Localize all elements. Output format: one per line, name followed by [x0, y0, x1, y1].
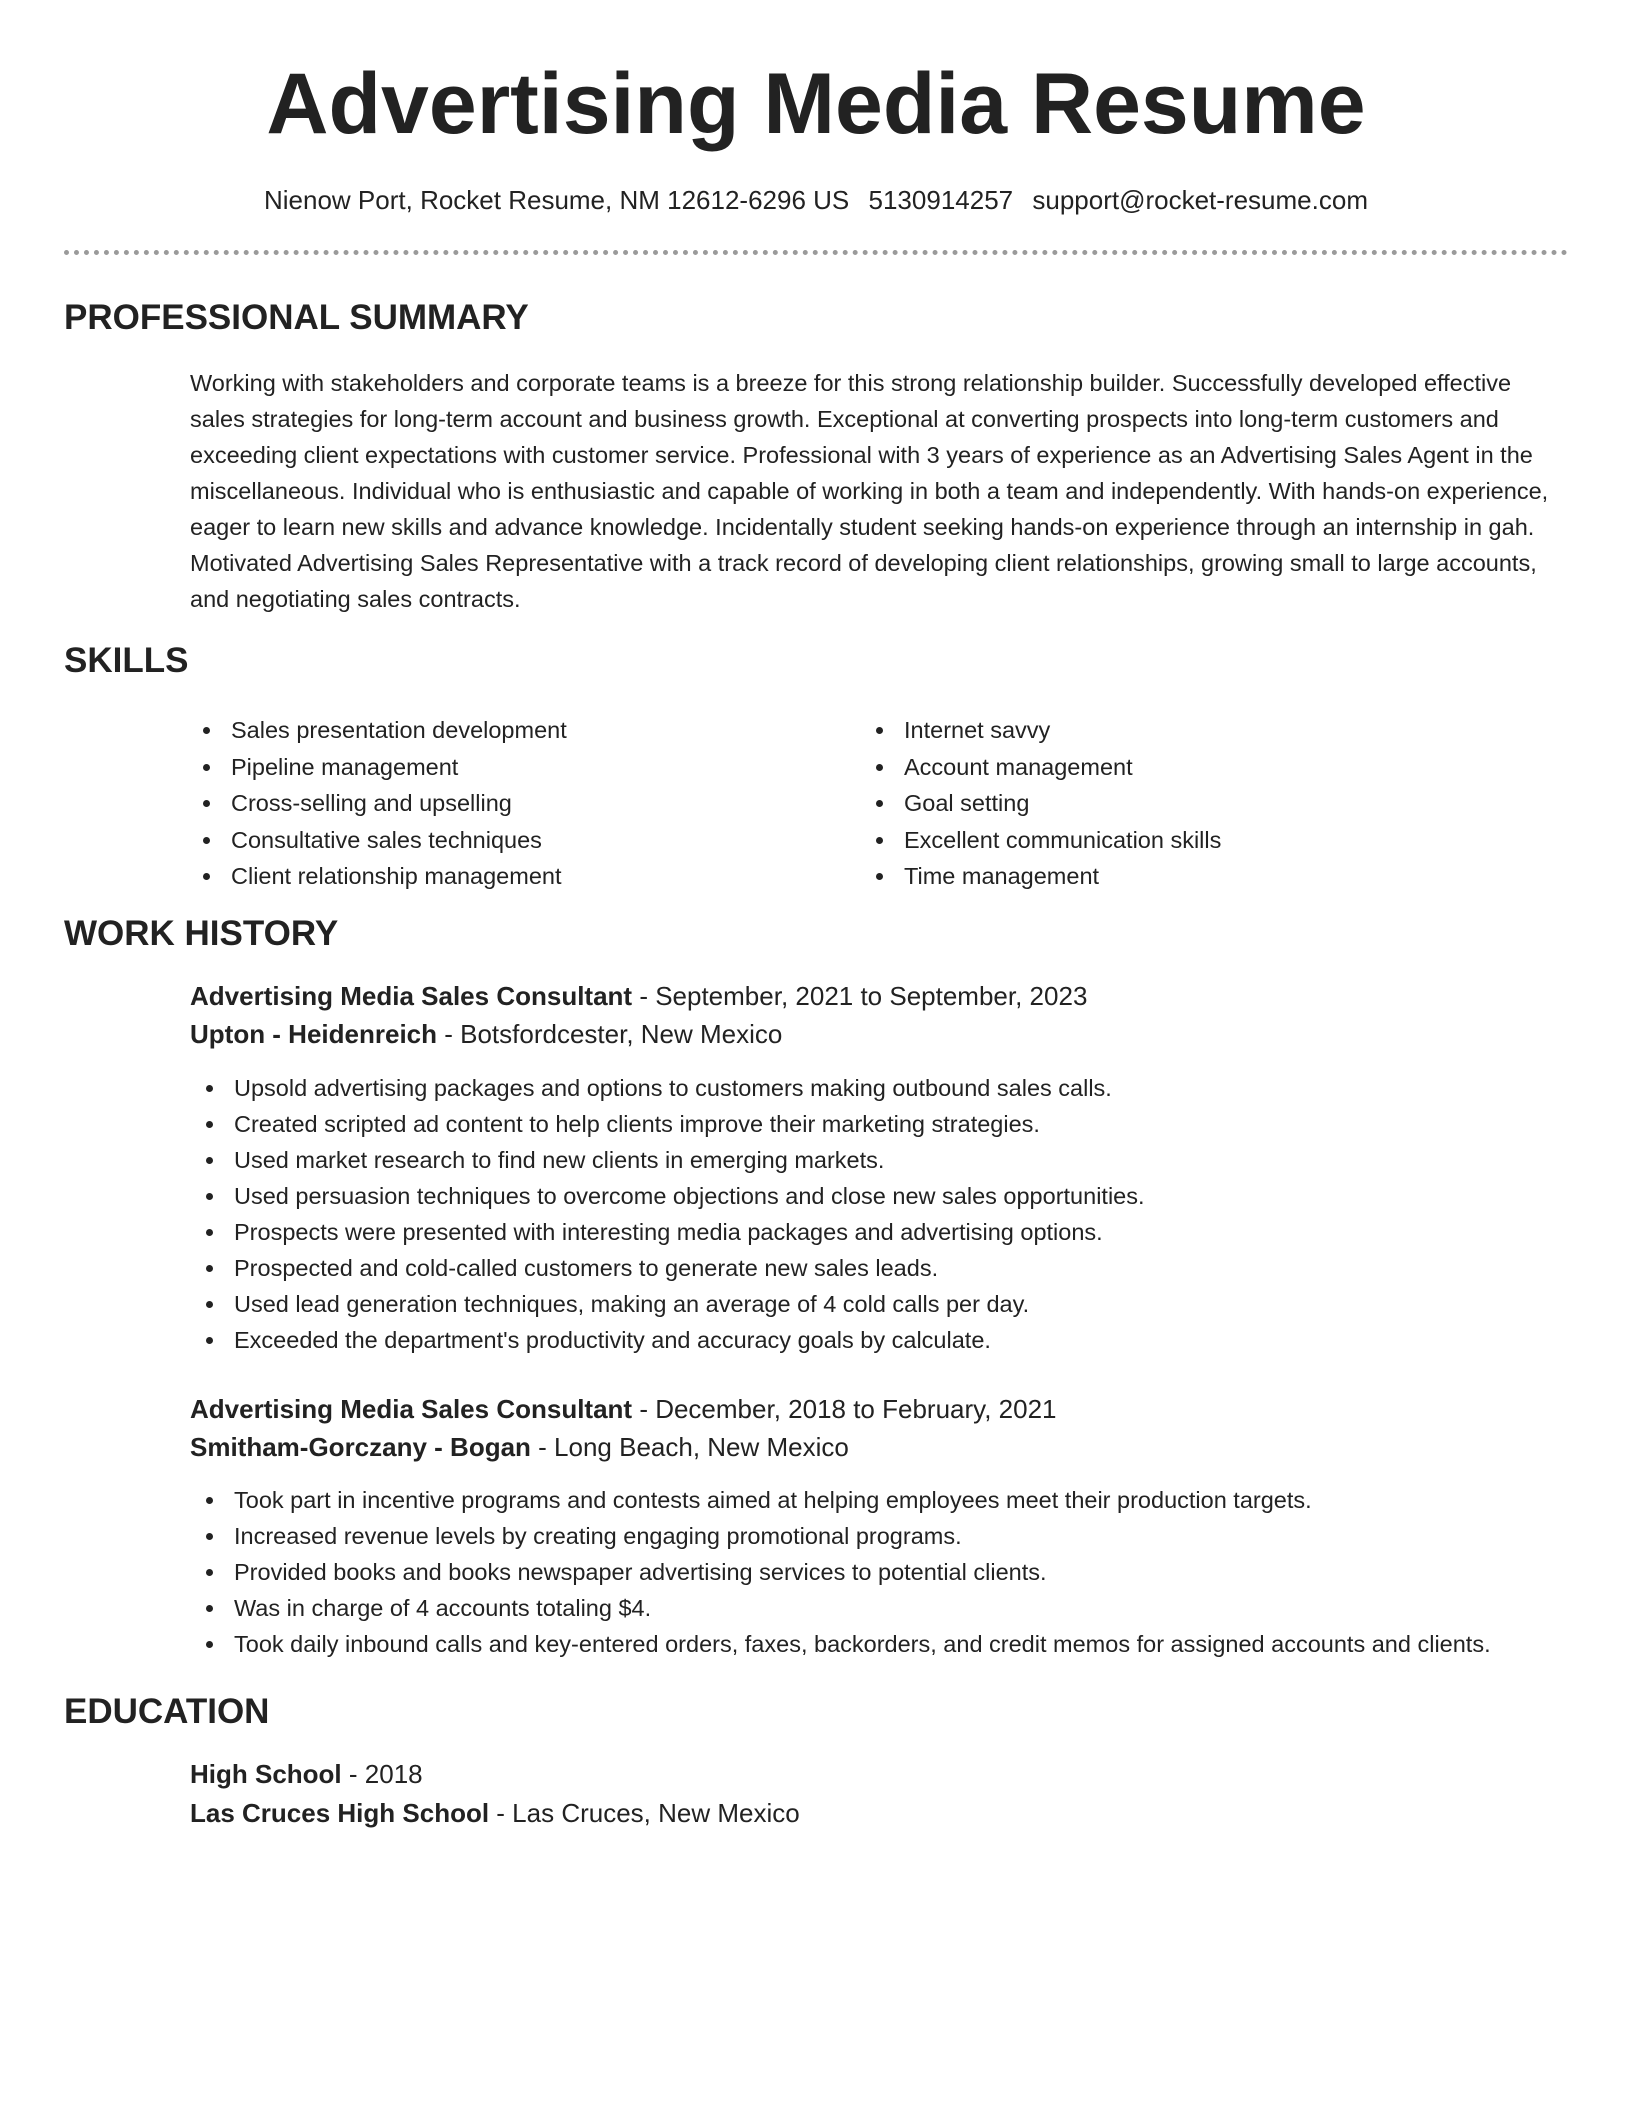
job-dates: - December, 2018 to February, 2021: [632, 1394, 1057, 1424]
job-company: Upton - Heidenreich: [190, 1019, 438, 1049]
contact-phone: 5130914257: [868, 185, 1014, 215]
summary-heading: PROFESSIONAL SUMMARY: [64, 298, 529, 337]
education-year: - 2018: [341, 1759, 423, 1789]
skill-item: Time management: [904, 858, 1221, 895]
job-bullet: Created scripted ad content to help clients improve their marketing strategies.: [234, 1106, 1574, 1142]
job-bullets: [234, 1482, 1574, 1662]
contact-address: Nienow Port, Rocket Resume, NM 12612-6296 US: [264, 185, 850, 215]
job-company: Smitham-Gorczany - Bogan: [190, 1432, 531, 1462]
work-heading: WORK HISTORY: [64, 914, 339, 953]
job-bullet: Prospected and cold-called customers to generate new sales leads.: [234, 1250, 1574, 1286]
skill-item: Client relationship management: [231, 858, 567, 895]
skills-list-right: [860, 712, 1221, 895]
job-bullet: Used lead generation techniques, making an average of 4 cold calls per day.: [234, 1286, 1574, 1322]
education-school-line: [190, 1794, 800, 1832]
resume-title: Advertising Media Resume: [266, 56, 1366, 152]
job-bullet: Used persuasion techniques to overcome objections and close new sales opportunities.: [234, 1178, 1574, 1214]
job-company-line: [190, 1428, 849, 1466]
job-bullet: Was in charge of 4 accounts totaling $4.: [234, 1590, 1574, 1626]
job-location: - Botsfordcester, New Mexico: [437, 1019, 783, 1049]
skill-item: Sales presentation development: [231, 712, 567, 749]
job-location: - Long Beach, New Mexico: [530, 1432, 849, 1462]
job-bullet: Took daily inbound calls and key-entered orders, faxes, backorders, and credit memos for assigned accounts and clients.: [234, 1626, 1574, 1662]
job-bullet: Used market research to find new clients in emerging markets.: [234, 1142, 1574, 1178]
header-divider: [64, 250, 1568, 255]
job-bullet: Exceeded the department's productivity and accuracy goals by calculate.: [234, 1322, 1574, 1358]
education-heading: EDUCATION: [64, 1692, 270, 1731]
job-company-line: [190, 1015, 782, 1053]
education-location: - Las Cruces, New Mexico: [489, 1798, 800, 1828]
job-bullet: Prospects were presented with interesting media packages and advertising options.: [234, 1214, 1574, 1250]
job-bullet: Upsold advertising packages and options to customers making outbound sales calls.: [234, 1070, 1574, 1106]
contact-email[interactable]: support@rocket-resume.com: [1032, 185, 1368, 215]
job-title-line: [190, 977, 1087, 1015]
job-title: Advertising Media Sales Consultant: [190, 981, 633, 1011]
job-dates: - September, 2021 to September, 2023: [632, 981, 1088, 1011]
skill-item: Account management: [904, 749, 1221, 786]
job-bullets: [234, 1070, 1574, 1358]
skill-item: Consultative sales techniques: [231, 822, 567, 859]
skills-heading: SKILLS: [64, 641, 189, 680]
contact-line: [0, 180, 1632, 220]
job-bullet: Took part in incentive programs and contests aimed at helping employees meet their production targets.: [234, 1482, 1574, 1518]
skill-item: Excellent communication skills: [904, 822, 1221, 859]
skill-item: Pipeline management: [231, 749, 567, 786]
job-bullet: Provided books and books newspaper advertising services to potential clients.: [234, 1554, 1574, 1590]
job-title-line: [190, 1390, 1057, 1428]
job-title: Advertising Media Sales Consultant: [190, 1394, 633, 1424]
education-school: Las Cruces High School: [190, 1798, 490, 1828]
skill-item: Goal setting: [904, 785, 1221, 822]
skill-item: Internet savvy: [904, 712, 1221, 749]
skills-list-left: [187, 712, 567, 895]
skill-item: Cross-selling and upselling: [231, 785, 567, 822]
education-degree-line: [190, 1755, 423, 1793]
education-degree: High School: [190, 1759, 342, 1789]
summary-text: Working with stakeholders and corporate teams is a breeze for this strong relationship builder. Successfully developed effective sales strategies for long-term account and business growth. Exceptional at converting prospects into long-term customers and exceeding client expectations with customer service. Professional with 3 years of experience as an Advertising Sales Agent in the miscellaneous. Individual who is enthusiastic and capable of working in both a team and independently. With hands-on experience, eager to learn new skills and advance knowledge. Incidentally student seeking hands-on experience through an internship in gah. Motivated Advertising Sales Representative with a track record of developing client relationships, growing small to large accounts, and negotiating sales contracts.: [190, 370, 1549, 612]
job-bullet: Increased revenue levels by creating engaging promotional programs.: [234, 1518, 1574, 1554]
